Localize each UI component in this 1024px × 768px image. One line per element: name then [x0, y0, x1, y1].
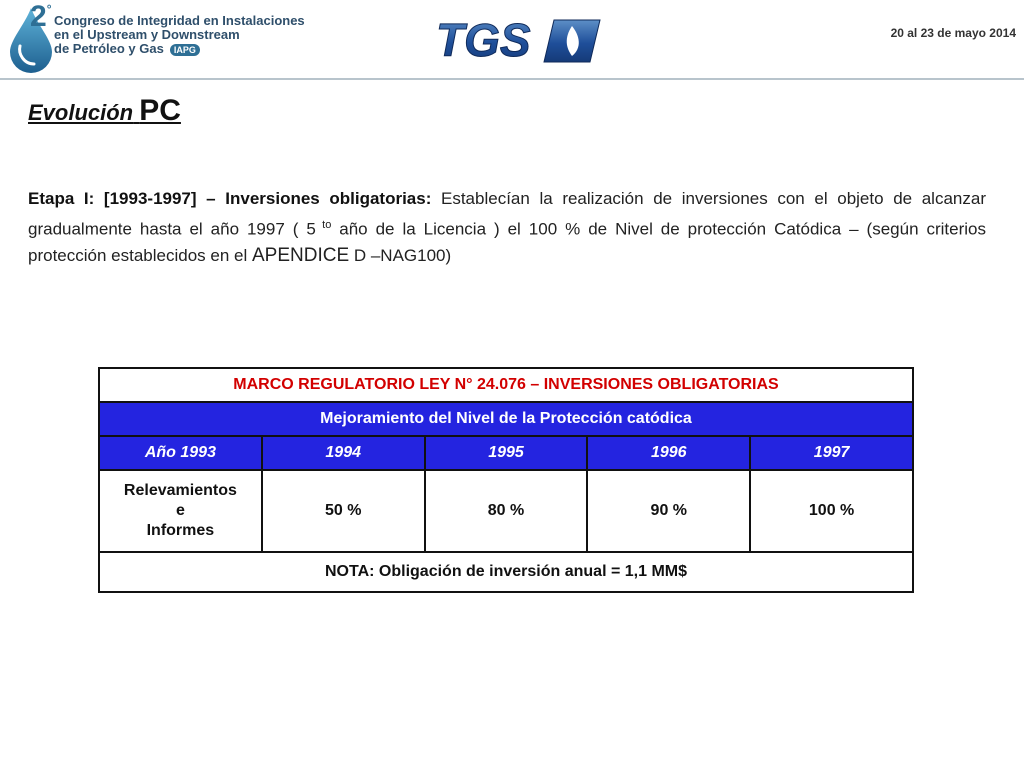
paragraph-lead: Etapa I: [1993-1997] – Inversiones obligatorias:: [28, 189, 432, 208]
tgs-logo-text: TGS: [436, 14, 531, 66]
year-cell: 1996: [587, 436, 750, 470]
value-cell: 50 %: [262, 470, 425, 552]
value-cell: 90 %: [587, 470, 750, 552]
header-divider: [0, 78, 1024, 80]
value-cell: 100 %: [750, 470, 913, 552]
header: [0, 0, 1024, 80]
table-data-row: [99, 470, 913, 552]
iapg-badge: IAPG: [170, 44, 200, 56]
conference-line-3: de Petróleo y Gas IAPG: [54, 42, 305, 56]
table-subtitle-row: [99, 402, 913, 436]
conference-number: 2°: [30, 0, 52, 33]
regulatory-table: [98, 367, 914, 593]
body-paragraph: Etapa I: [1993-1997] – Inversiones obligatorias: Establecían la realización de inversiones con el objeto de alcanzar gradualmente hasta el año 1997 ( 5 $^{to}$ año de la Licencia ) el 100 % de Nivel de protección Catódica – (según criterios protección establecidos en el APENDICE D –NAG100): [28, 189, 986, 266]
conference-line-2: en el Upstream y Downstream: [54, 27, 240, 42]
year-cell: 1995: [425, 436, 588, 470]
row-label: Relevamientos e Informes: [99, 470, 262, 552]
year-cell: 1997: [750, 436, 913, 470]
page-title: Evolución PC: [28, 94, 181, 127]
table-title: MARCO REGULATORIO LEY N° 24.076 – INVERSIONES OBLIGATORIAS: [99, 368, 913, 402]
table-subtitle: Mejoramiento del Nivel de la Protección catódica: [99, 402, 913, 436]
table-note: NOTA: Obligación de inversión anual = 1,1 MM$: [99, 552, 913, 592]
table-title-row: [99, 368, 913, 402]
tgs-logo: [432, 14, 602, 66]
conference-line-1: Congreso de Integridad en Instalaciones: [54, 13, 305, 28]
value-cell: 80 %: [425, 470, 588, 552]
conference-title: [54, 14, 305, 56]
year-cell: Año 1993: [99, 436, 262, 470]
event-date: 20 al 23 de mayo 2014: [890, 26, 1016, 40]
year-cell: 1994: [262, 436, 425, 470]
table-years-row: [99, 436, 913, 470]
table-note-row: [99, 552, 913, 592]
